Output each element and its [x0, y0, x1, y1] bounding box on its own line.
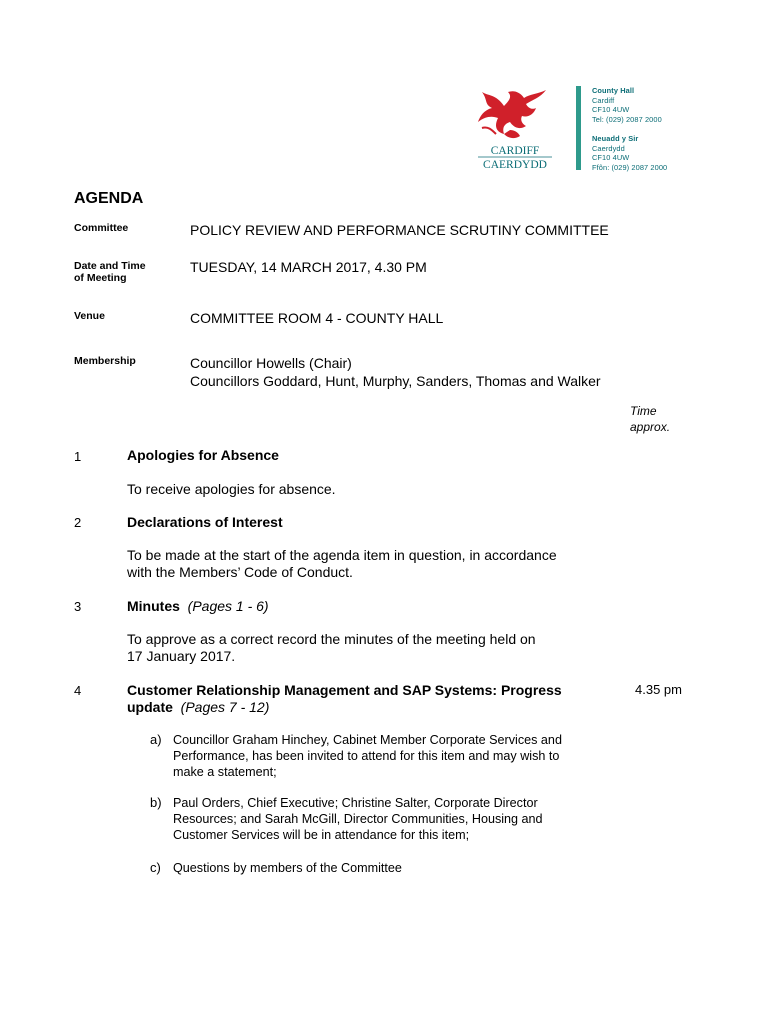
item-number: 2	[74, 515, 82, 530]
address-tel-cy: Ffôn: (029) 2087 2000	[592, 162, 668, 172]
logo-text-cy: CAERDYDD	[483, 159, 547, 171]
item-title: Declarations of Interest	[127, 514, 283, 530]
item-body: To receive apologies for absence.	[127, 481, 336, 497]
subitem-line: Performance, has been invited to attend for this item and may wish to	[173, 749, 560, 763]
item-pages: (Pages 1 - 6)	[187, 598, 269, 614]
cardiff-council-logo	[474, 86, 556, 172]
subitem-line: make a statement;	[173, 765, 277, 779]
date-value: TUESDAY, 14 MARCH 2017, 4.30 PM	[190, 259, 427, 275]
item-body-line: with the Members’ Code of Conduct.	[127, 564, 353, 580]
item-title-text: Minutes	[127, 598, 180, 614]
logo-text-en: CARDIFF	[490, 145, 540, 157]
subitem-letter: c)	[150, 860, 161, 875]
time-header-line-1: Time	[630, 404, 657, 418]
date-label-line-2: of Meeting	[74, 272, 127, 284]
date-label	[74, 260, 146, 284]
item-number: 1	[74, 449, 82, 464]
subitem-text	[173, 860, 623, 876]
membership-value	[190, 354, 601, 390]
item-title: Apologies for Absence	[127, 447, 279, 463]
address-title-cy: Neuadd y Sir	[592, 134, 639, 143]
item-pages: (Pages 7 - 12)	[180, 699, 270, 715]
subitem-text	[173, 795, 623, 843]
item-time: 4.35 pm	[635, 682, 682, 697]
item-body-line: 17 January 2017.	[127, 648, 236, 664]
venue-value: COMMITTEE ROOM 4 - COUNTY HALL	[190, 310, 444, 326]
item-number: 4	[74, 683, 82, 698]
address-welsh	[592, 134, 667, 172]
committee-label: Committee	[74, 222, 129, 234]
item-number: 3	[74, 599, 82, 614]
subitem-line: Questions by members of the Committee	[173, 861, 402, 875]
item-body-line: To be made at the start of the agenda item in question, in accordance	[127, 547, 557, 563]
address-postcode: CF10 4UW	[592, 105, 630, 115]
address-postcode-cy: CF10 4UW	[592, 153, 630, 163]
venue-label: Venue	[74, 310, 105, 322]
membership-members: Councillors Goddard, Hunt, Murphy, Sanders, Thomas and Walker	[190, 373, 601, 389]
committee-value: POLICY REVIEW AND PERFORMANCE SCRUTINY COMMITTEE	[190, 222, 609, 238]
membership-label: Membership	[74, 355, 136, 367]
header-divider	[576, 86, 581, 170]
address-english	[592, 86, 662, 124]
membership-chair: Councillor Howells (Chair)	[190, 355, 352, 371]
address-tel: Tel: (029) 2087 2000	[592, 114, 662, 124]
item-body-line: To approve as a correct record the minutes of the meeting held on	[127, 631, 536, 647]
subitem-line: Paul Orders, Chief Executive; Christine Salter, Corporate Director	[173, 796, 538, 810]
item-body	[127, 631, 617, 665]
subitem-text	[173, 732, 623, 780]
item-title-line: Customer Relationship Management and SAP Systems: Progress	[127, 682, 562, 698]
subitem-line: Councillor Graham Hinchey, Cabinet Member Corporate Services and	[173, 733, 562, 747]
address-city-cy: Caerdydd	[592, 143, 625, 153]
address-city: Cardiff	[592, 95, 615, 105]
time-approx-header	[630, 403, 670, 435]
time-header-line-2: approx.	[630, 420, 671, 434]
subitem-letter: b)	[150, 795, 162, 810]
subitem-line: Customer Services will be in attendance for this item;	[173, 828, 470, 842]
subitem-letter: a)	[150, 732, 162, 747]
subitem-line: Resources; and Sarah McGill, Director Communities, Housing and	[173, 812, 543, 826]
page-title: AGENDA	[74, 190, 144, 207]
item-title	[127, 682, 627, 716]
address-title: County Hall	[592, 86, 635, 95]
date-label-line-1: Date and Time	[74, 260, 146, 272]
item-title-line: update	[127, 699, 173, 715]
item-body	[127, 547, 617, 581]
item-title	[127, 598, 269, 615]
